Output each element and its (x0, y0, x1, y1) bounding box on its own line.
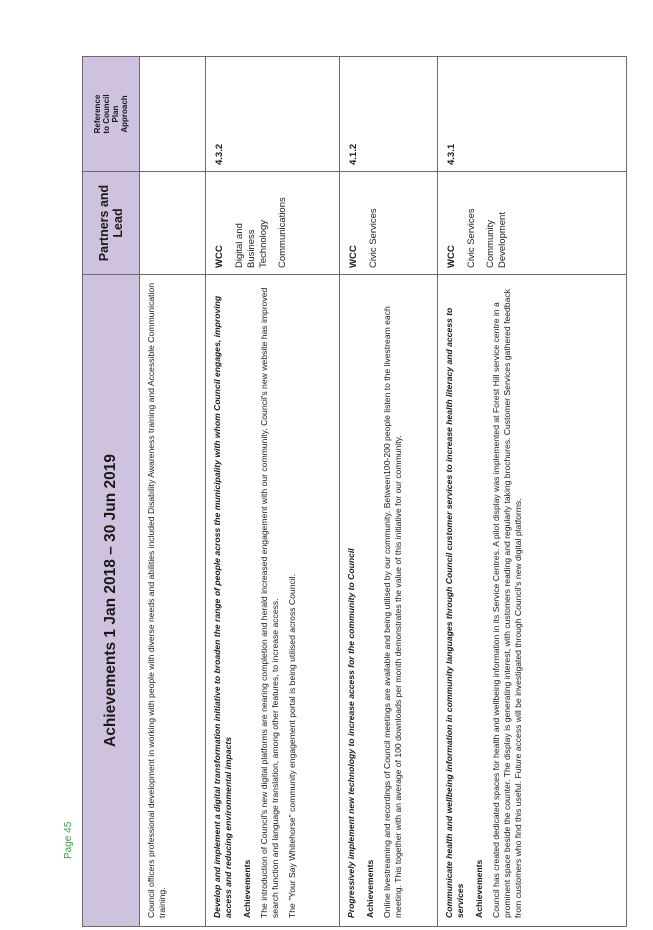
partner-lead: WCC (446, 245, 457, 268)
partner-name: Civic Services (466, 208, 477, 268)
partner-name: Civic Services (368, 208, 379, 268)
achievements-subheading: Achievements (474, 859, 484, 918)
reference-cell (206, 57, 340, 172)
partners-cell (340, 172, 438, 275)
achievements-table (82, 56, 627, 927)
partner-name: Business (246, 229, 257, 268)
achievement-paragraph: Council has created dedicated spaces for health and wellbeing information in its Service Centres. A pilot display was implemented at Forest Hill service centre in a prominent space beside the counter. The display is generating interest, with customers reading and regularly taking brochures. Customer Services gathered feedback from customers who find this useful. Future access will be investigated through Council's new digital platforms. (491, 289, 523, 918)
partner-lead: WCC (348, 245, 359, 268)
table-row (438, 57, 627, 927)
table-row (140, 57, 206, 927)
initiative-title: Communicate health and wellbeing information in community languages through Council customer services to increase health literacy and access to services (444, 307, 465, 918)
reference-header-line2: to Council (102, 94, 111, 134)
reference-code: 4.3.2 (214, 143, 225, 165)
achievement-cell (140, 275, 206, 927)
page-number: Page 45 (63, 821, 74, 859)
table-row (206, 57, 340, 927)
reference-header (83, 57, 140, 172)
achievement-paragraph: Council officers professional development in working with people with diverse needs and abilities included Disability Awareness training and Accessible Communication training. (146, 282, 167, 918)
partner-name: Technology (258, 219, 269, 268)
partner-name: Community (485, 219, 496, 268)
achievements-subheading: Achievements (365, 859, 375, 918)
header-row (83, 57, 140, 927)
partner-lead: WCC (214, 245, 225, 268)
initiative-title: Develop and implement a digital transformation initiative to broaden the range of people across the municipality with whom Council engages, improving access and reducing environmental impacts (212, 295, 233, 918)
reference-cell (438, 57, 627, 172)
achievement-paragraph: The "Your Say Whitehorse" community engagement portal is being utilised across Council. (287, 574, 297, 918)
partner-name: Development (497, 212, 508, 268)
achievement-cell (206, 275, 340, 927)
reference-cell (140, 57, 206, 172)
partners-cell (206, 172, 340, 275)
partners-cell (140, 172, 206, 275)
reference-header-line1: Reference (93, 94, 102, 134)
achievement-cell (438, 275, 627, 927)
partners-cell (438, 172, 627, 275)
reference-code: 4.3.1 (446, 143, 457, 165)
reference-header-line3: Plan (111, 105, 120, 123)
partner-name: Communications (277, 197, 288, 268)
table-row (340, 57, 438, 927)
partners-header (83, 172, 140, 275)
partners-header-line1: Partners and (97, 184, 111, 262)
reference-code: 4.1.2 (348, 143, 359, 165)
achievement-paragraph: The introduction of Council's new digital platforms are nearing completion and herald increased engagement with our community. Council's new website has improved search function and language translation, among other features, to increase access. (259, 287, 280, 918)
partners-header-line2: Lead (111, 208, 125, 238)
achievement-paragraph: Online livestreaming and recordings of Council meetings are available and being utilised by our community. Between100-200 people listen to the livestream each meeting. This together with an average of 100 downloads per month demonstrates the value of this initiative for our community. (382, 306, 403, 918)
rotated-table-container (82, 57, 627, 927)
achievements-subheading: Achievements (242, 859, 252, 918)
achievement-cell (340, 275, 438, 927)
partner-name: Digital and (234, 223, 245, 268)
reference-header-line4: Approach (120, 95, 129, 133)
reference-cell (340, 57, 438, 172)
initiative-title: Progressively implement new technology to increase access for the community to Council (346, 548, 356, 918)
achievements-header: Achievements 1 Jan 2018 – 30 Jun 2019 (83, 275, 140, 927)
